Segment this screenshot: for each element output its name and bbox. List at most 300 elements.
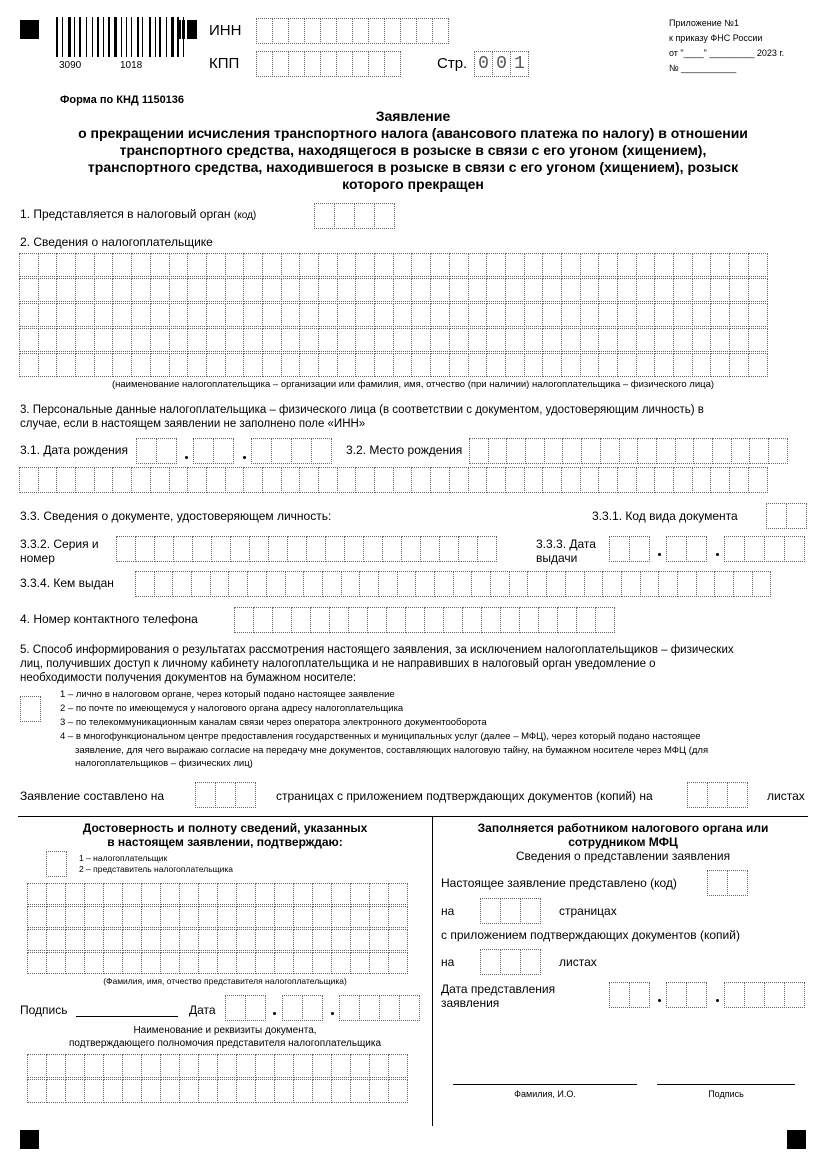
submitted-code-field[interactable] <box>707 870 747 896</box>
input-cell[interactable] <box>673 303 693 327</box>
input-cell[interactable] <box>94 328 114 352</box>
input-cell[interactable] <box>217 1054 237 1078</box>
input-cell[interactable] <box>369 906 389 928</box>
input-cell[interactable] <box>524 467 544 493</box>
input-cell[interactable] <box>38 253 58 277</box>
input-cell[interactable] <box>673 328 693 352</box>
input-cell[interactable] <box>415 571 435 597</box>
input-cell[interactable] <box>112 328 132 352</box>
input-cell[interactable] <box>288 18 305 44</box>
input-cell[interactable] <box>339 995 360 1021</box>
input-cell[interactable] <box>318 467 338 493</box>
input-cell[interactable] <box>379 995 400 1021</box>
employee-signature-line[interactable] <box>657 1084 795 1085</box>
input-cell[interactable] <box>359 995 380 1021</box>
input-cell[interactable] <box>206 278 226 302</box>
input-cell[interactable] <box>675 438 695 464</box>
input-cell[interactable] <box>272 51 289 77</box>
input-cell[interactable] <box>524 278 544 302</box>
input-cell[interactable] <box>169 467 189 493</box>
input-cell[interactable] <box>46 1079 66 1103</box>
input-cell[interactable] <box>542 353 562 377</box>
input-cell[interactable] <box>692 303 712 327</box>
input-cell[interactable] <box>486 278 506 302</box>
input-cell[interactable] <box>236 883 256 905</box>
left-date-year[interactable] <box>339 995 419 1021</box>
input-cell[interactable] <box>557 607 577 633</box>
input-cell[interactable] <box>46 851 67 877</box>
input-cell[interactable] <box>500 898 521 924</box>
input-cell[interactable] <box>75 253 95 277</box>
input-cell[interactable] <box>468 353 488 377</box>
input-cell[interactable] <box>369 1079 389 1103</box>
input-cell[interactable] <box>135 536 155 562</box>
sheets-count-field[interactable] <box>687 782 747 808</box>
input-cell[interactable] <box>658 571 678 597</box>
input-cell[interactable] <box>729 353 749 377</box>
input-cell[interactable] <box>527 571 547 597</box>
input-cell[interactable] <box>262 253 282 277</box>
input-cell[interactable] <box>154 571 174 597</box>
input-cell[interactable] <box>369 883 389 905</box>
input-cell[interactable] <box>580 328 600 352</box>
input-cell[interactable] <box>112 253 132 277</box>
input-cell[interactable] <box>274 883 294 905</box>
input-cell[interactable] <box>600 438 620 464</box>
input-cell[interactable] <box>225 353 245 377</box>
input-cell[interactable] <box>374 467 394 493</box>
input-cell[interactable] <box>84 1079 104 1103</box>
input-cell[interactable] <box>766 503 787 529</box>
input-cell[interactable] <box>135 571 155 597</box>
input-cell[interactable] <box>341 571 361 597</box>
input-cell[interactable] <box>65 883 85 905</box>
input-cell[interactable] <box>56 303 76 327</box>
input-cell[interactable] <box>84 883 104 905</box>
input-cell[interactable] <box>160 929 180 951</box>
input-cell[interactable] <box>293 883 313 905</box>
input-cell[interactable] <box>584 571 604 597</box>
input-cell[interactable] <box>272 18 289 44</box>
input-cell[interactable] <box>355 253 375 277</box>
input-cell[interactable] <box>576 607 596 633</box>
input-cell[interactable] <box>581 438 601 464</box>
input-cell[interactable] <box>686 536 707 562</box>
input-cell[interactable] <box>561 303 581 327</box>
input-cell[interactable] <box>399 995 420 1021</box>
input-cell[interactable] <box>243 253 263 277</box>
input-cell[interactable] <box>331 1054 351 1078</box>
input-cell[interactable] <box>784 982 805 1008</box>
input-cell[interactable] <box>729 328 749 352</box>
input-cell[interactable] <box>686 982 707 1008</box>
input-cell[interactable] <box>524 303 544 327</box>
input-cell[interactable] <box>94 353 114 377</box>
input-cell[interactable] <box>486 353 506 377</box>
representative-fio-grid[interactable] <box>27 883 407 975</box>
left-date-month[interactable] <box>282 995 322 1021</box>
input-cell[interactable] <box>334 203 355 229</box>
input-cell[interactable] <box>131 253 151 277</box>
input-cell[interactable] <box>274 952 294 974</box>
input-cell[interactable] <box>236 1054 256 1078</box>
input-cell[interactable] <box>318 353 338 377</box>
input-cell[interactable] <box>374 203 395 229</box>
input-cell[interactable] <box>486 303 506 327</box>
input-cell[interactable] <box>524 328 544 352</box>
input-cell[interactable] <box>38 278 58 302</box>
input-cell[interactable] <box>306 536 326 562</box>
input-cell[interactable] <box>692 467 712 493</box>
input-cell[interactable] <box>255 883 275 905</box>
input-cell[interactable] <box>449 353 469 377</box>
input-cell[interactable] <box>486 253 506 277</box>
input-cell[interactable] <box>500 949 521 975</box>
input-cell[interactable] <box>312 929 332 951</box>
input-cell[interactable] <box>544 438 564 464</box>
input-cell[interactable] <box>150 467 170 493</box>
input-cell[interactable] <box>388 1079 408 1103</box>
input-cell[interactable] <box>677 571 697 597</box>
input-cell[interactable] <box>477 536 497 562</box>
input-cell[interactable] <box>748 328 768 352</box>
input-cell[interactable] <box>141 1054 161 1078</box>
input-cell[interactable] <box>580 303 600 327</box>
input-cell[interactable] <box>411 278 431 302</box>
input-cell[interactable] <box>519 607 539 633</box>
input-cell[interactable] <box>318 328 338 352</box>
input-cell[interactable] <box>225 467 245 493</box>
input-cell[interactable] <box>191 571 211 597</box>
input-cell[interactable] <box>538 607 558 633</box>
input-cell[interactable] <box>696 571 716 597</box>
input-cell[interactable] <box>731 438 751 464</box>
input-cell[interactable] <box>337 467 357 493</box>
input-cell[interactable] <box>285 571 305 597</box>
input-cell[interactable] <box>75 328 95 352</box>
input-cell[interactable] <box>255 952 275 974</box>
input-cell[interactable] <box>617 253 637 277</box>
input-cell[interactable] <box>355 278 375 302</box>
input-cell[interactable] <box>609 982 630 1008</box>
input-cell[interactable] <box>56 253 76 277</box>
input-cell[interactable] <box>468 303 488 327</box>
input-cell[interactable] <box>281 467 301 493</box>
input-cell[interactable] <box>424 607 444 633</box>
input-cell[interactable] <box>367 607 387 633</box>
input-cell[interactable] <box>714 571 734 597</box>
input-cell[interactable] <box>480 898 501 924</box>
input-cell[interactable] <box>609 536 630 562</box>
input-cell[interactable] <box>198 1054 218 1078</box>
input-cell[interactable] <box>666 536 687 562</box>
input-cell[interactable] <box>636 253 656 277</box>
input-cell[interactable] <box>225 253 245 277</box>
input-cell[interactable] <box>169 353 189 377</box>
input-cell[interactable] <box>378 571 398 597</box>
input-cell[interactable] <box>617 328 637 352</box>
input-cell[interactable] <box>325 536 345 562</box>
input-cell[interactable] <box>462 607 482 633</box>
input-cell[interactable] <box>217 952 237 974</box>
input-cell[interactable] <box>150 353 170 377</box>
input-cell[interactable] <box>598 253 618 277</box>
input-cell[interactable] <box>198 929 218 951</box>
input-cell[interactable] <box>724 982 745 1008</box>
input-cell[interactable] <box>65 952 85 974</box>
birth-place-field-2[interactable] <box>19 467 767 493</box>
input-cell[interactable] <box>692 253 712 277</box>
input-cell[interactable] <box>20 696 41 722</box>
input-cell[interactable] <box>288 51 305 77</box>
input-cell[interactable] <box>75 467 95 493</box>
phone-field[interactable] <box>234 607 614 633</box>
input-cell[interactable] <box>561 278 581 302</box>
input-cell[interactable] <box>131 353 151 377</box>
input-cell[interactable] <box>154 536 174 562</box>
input-cell[interactable] <box>65 1054 85 1078</box>
input-cell[interactable] <box>217 1079 237 1103</box>
input-cell[interactable] <box>363 536 383 562</box>
input-cell[interactable] <box>225 995 246 1021</box>
input-cell[interactable] <box>580 253 600 277</box>
tax-authority-code-field[interactable] <box>314 203 394 229</box>
input-cell[interactable] <box>546 571 566 597</box>
input-cell[interactable] <box>355 353 375 377</box>
input-cell[interactable] <box>247 571 267 597</box>
input-cell[interactable] <box>206 303 226 327</box>
input-cell[interactable] <box>103 1054 123 1078</box>
input-cell[interactable] <box>352 51 369 77</box>
input-cell[interactable] <box>75 353 95 377</box>
input-cell[interactable] <box>281 353 301 377</box>
input-cell[interactable] <box>256 18 273 44</box>
input-cell[interactable] <box>636 353 656 377</box>
input-cell[interactable] <box>169 278 189 302</box>
input-cell[interactable] <box>131 303 151 327</box>
input-cell[interactable] <box>94 253 114 277</box>
input-cell[interactable] <box>304 18 321 44</box>
input-cell[interactable] <box>687 782 708 808</box>
input-cell[interactable] <box>449 278 469 302</box>
input-cell[interactable] <box>299 328 319 352</box>
input-cell[interactable] <box>19 467 39 493</box>
input-cell[interactable] <box>243 303 263 327</box>
input-cell[interactable] <box>281 278 301 302</box>
input-cell[interactable] <box>636 278 656 302</box>
input-cell[interactable] <box>131 328 151 352</box>
input-cell[interactable] <box>103 952 123 974</box>
input-cell[interactable] <box>619 438 639 464</box>
input-cell[interactable] <box>213 438 234 464</box>
input-cell[interactable] <box>621 571 641 597</box>
input-cell[interactable] <box>141 952 161 974</box>
taxpayer-name-grid[interactable] <box>19 253 767 378</box>
input-cell[interactable] <box>331 1079 351 1103</box>
input-cell[interactable] <box>393 303 413 327</box>
input-cell[interactable] <box>673 353 693 377</box>
right-sheets-field[interactable] <box>480 949 540 975</box>
input-cell[interactable] <box>141 1079 161 1103</box>
input-cell[interactable] <box>312 1079 332 1103</box>
input-cell[interactable] <box>637 438 657 464</box>
input-cell[interactable] <box>38 467 58 493</box>
input-cell[interactable] <box>19 303 39 327</box>
input-cell[interactable] <box>640 571 660 597</box>
input-cell[interactable] <box>393 467 413 493</box>
input-cell[interactable] <box>46 906 66 928</box>
input-cell[interactable] <box>727 870 748 896</box>
input-cell[interactable] <box>636 467 656 493</box>
input-cell[interactable] <box>656 438 676 464</box>
input-cell[interactable] <box>160 952 180 974</box>
input-cell[interactable] <box>654 253 674 277</box>
input-cell[interactable] <box>27 906 47 928</box>
input-cell[interactable] <box>354 203 375 229</box>
input-cell[interactable] <box>449 328 469 352</box>
input-cell[interactable] <box>198 952 218 974</box>
input-cell[interactable] <box>710 353 730 377</box>
input-cell[interactable] <box>131 278 151 302</box>
input-cell[interactable] <box>359 571 379 597</box>
input-cell[interactable] <box>749 438 769 464</box>
input-cell[interactable] <box>486 328 506 352</box>
input-cell[interactable] <box>19 253 39 277</box>
input-cell[interactable] <box>243 278 263 302</box>
input-cell[interactable] <box>310 607 330 633</box>
input-cell[interactable] <box>331 906 351 928</box>
input-cell[interactable] <box>350 952 370 974</box>
input-cell[interactable] <box>710 253 730 277</box>
input-cell[interactable] <box>46 1054 66 1078</box>
input-cell[interactable] <box>337 328 357 352</box>
input-cell[interactable] <box>505 303 525 327</box>
input-cell[interactable] <box>116 536 136 562</box>
input-cell[interactable] <box>169 303 189 327</box>
birth-date-year[interactable] <box>251 438 331 464</box>
input-cell[interactable] <box>274 1054 294 1078</box>
input-cell[interactable] <box>542 278 562 302</box>
input-cell[interactable] <box>122 952 142 974</box>
input-cell[interactable] <box>331 952 351 974</box>
input-cell[interactable] <box>430 353 450 377</box>
input-cell[interactable] <box>245 995 266 1021</box>
input-cell[interactable] <box>198 883 218 905</box>
input-cell[interactable] <box>468 253 488 277</box>
input-cell[interactable] <box>710 303 730 327</box>
input-cell[interactable] <box>542 467 562 493</box>
input-cell[interactable] <box>430 467 450 493</box>
input-cell[interactable] <box>304 51 321 77</box>
input-cell[interactable] <box>344 536 364 562</box>
input-cell[interactable] <box>262 303 282 327</box>
input-cell[interactable] <box>654 353 674 377</box>
input-cell[interactable] <box>187 353 207 377</box>
input-cell[interactable] <box>293 906 313 928</box>
input-cell[interactable] <box>112 303 132 327</box>
input-cell[interactable] <box>388 1054 408 1078</box>
input-cell[interactable] <box>748 467 768 493</box>
input-cell[interactable] <box>505 278 525 302</box>
input-cell[interactable] <box>505 353 525 377</box>
input-cell[interactable] <box>103 1079 123 1103</box>
input-cell[interactable] <box>486 467 506 493</box>
input-cell[interactable] <box>187 253 207 277</box>
input-cell[interactable] <box>411 253 431 277</box>
input-cell[interactable] <box>179 952 199 974</box>
input-cell[interactable] <box>94 467 114 493</box>
input-cell[interactable] <box>103 883 123 905</box>
input-cell[interactable] <box>243 353 263 377</box>
input-cell[interactable] <box>38 303 58 327</box>
input-cell[interactable] <box>411 328 431 352</box>
input-cell[interactable] <box>266 571 286 597</box>
input-cell[interactable] <box>255 929 275 951</box>
input-cell[interactable] <box>602 571 622 597</box>
input-cell[interactable] <box>764 536 785 562</box>
input-cell[interactable] <box>729 467 749 493</box>
input-cell[interactable] <box>56 353 76 377</box>
input-cell[interactable] <box>236 1079 256 1103</box>
issue-date-month[interactable] <box>666 536 706 562</box>
input-cell[interactable] <box>350 929 370 951</box>
input-cell[interactable] <box>150 328 170 352</box>
input-cell[interactable] <box>374 353 394 377</box>
doc-code-field[interactable] <box>766 503 806 529</box>
input-cell[interactable] <box>318 253 338 277</box>
authority-doc-grid[interactable] <box>27 1054 407 1104</box>
input-cell[interactable] <box>468 278 488 302</box>
input-cell[interactable] <box>331 883 351 905</box>
input-cell[interactable] <box>654 328 674 352</box>
input-cell[interactable] <box>235 782 256 808</box>
input-cell[interactable] <box>374 303 394 327</box>
input-cell[interactable] <box>122 929 142 951</box>
input-cell[interactable] <box>369 952 389 974</box>
input-cell[interactable] <box>131 467 151 493</box>
input-cell[interactable] <box>291 607 311 633</box>
employee-fio-line[interactable] <box>453 1084 637 1085</box>
input-cell[interactable] <box>432 18 449 44</box>
signer-type-field[interactable] <box>46 851 66 877</box>
input-cell[interactable] <box>580 353 600 377</box>
input-cell[interactable] <box>27 1079 47 1103</box>
input-cell[interactable] <box>211 536 231 562</box>
input-cell[interactable] <box>19 328 39 352</box>
input-cell[interactable] <box>262 467 282 493</box>
input-cell[interactable] <box>299 467 319 493</box>
input-cell[interactable] <box>150 303 170 327</box>
input-cell[interactable] <box>520 949 541 975</box>
input-cell[interactable] <box>179 1079 199 1103</box>
input-cell[interactable] <box>707 870 728 896</box>
input-cell[interactable] <box>160 1079 180 1103</box>
input-cell[interactable] <box>430 303 450 327</box>
input-cell[interactable] <box>673 253 693 277</box>
input-cell[interactable] <box>318 278 338 302</box>
input-cell[interactable] <box>598 467 618 493</box>
input-cell[interactable] <box>764 982 785 1008</box>
input-cell[interactable] <box>206 467 226 493</box>
input-cell[interactable] <box>411 353 431 377</box>
input-cell[interactable] <box>314 203 335 229</box>
input-cell[interactable] <box>744 982 765 1008</box>
input-cell[interactable] <box>84 906 104 928</box>
input-cell[interactable] <box>38 328 58 352</box>
input-cell[interactable] <box>748 278 768 302</box>
input-cell[interactable] <box>393 328 413 352</box>
input-cell[interactable] <box>784 536 805 562</box>
